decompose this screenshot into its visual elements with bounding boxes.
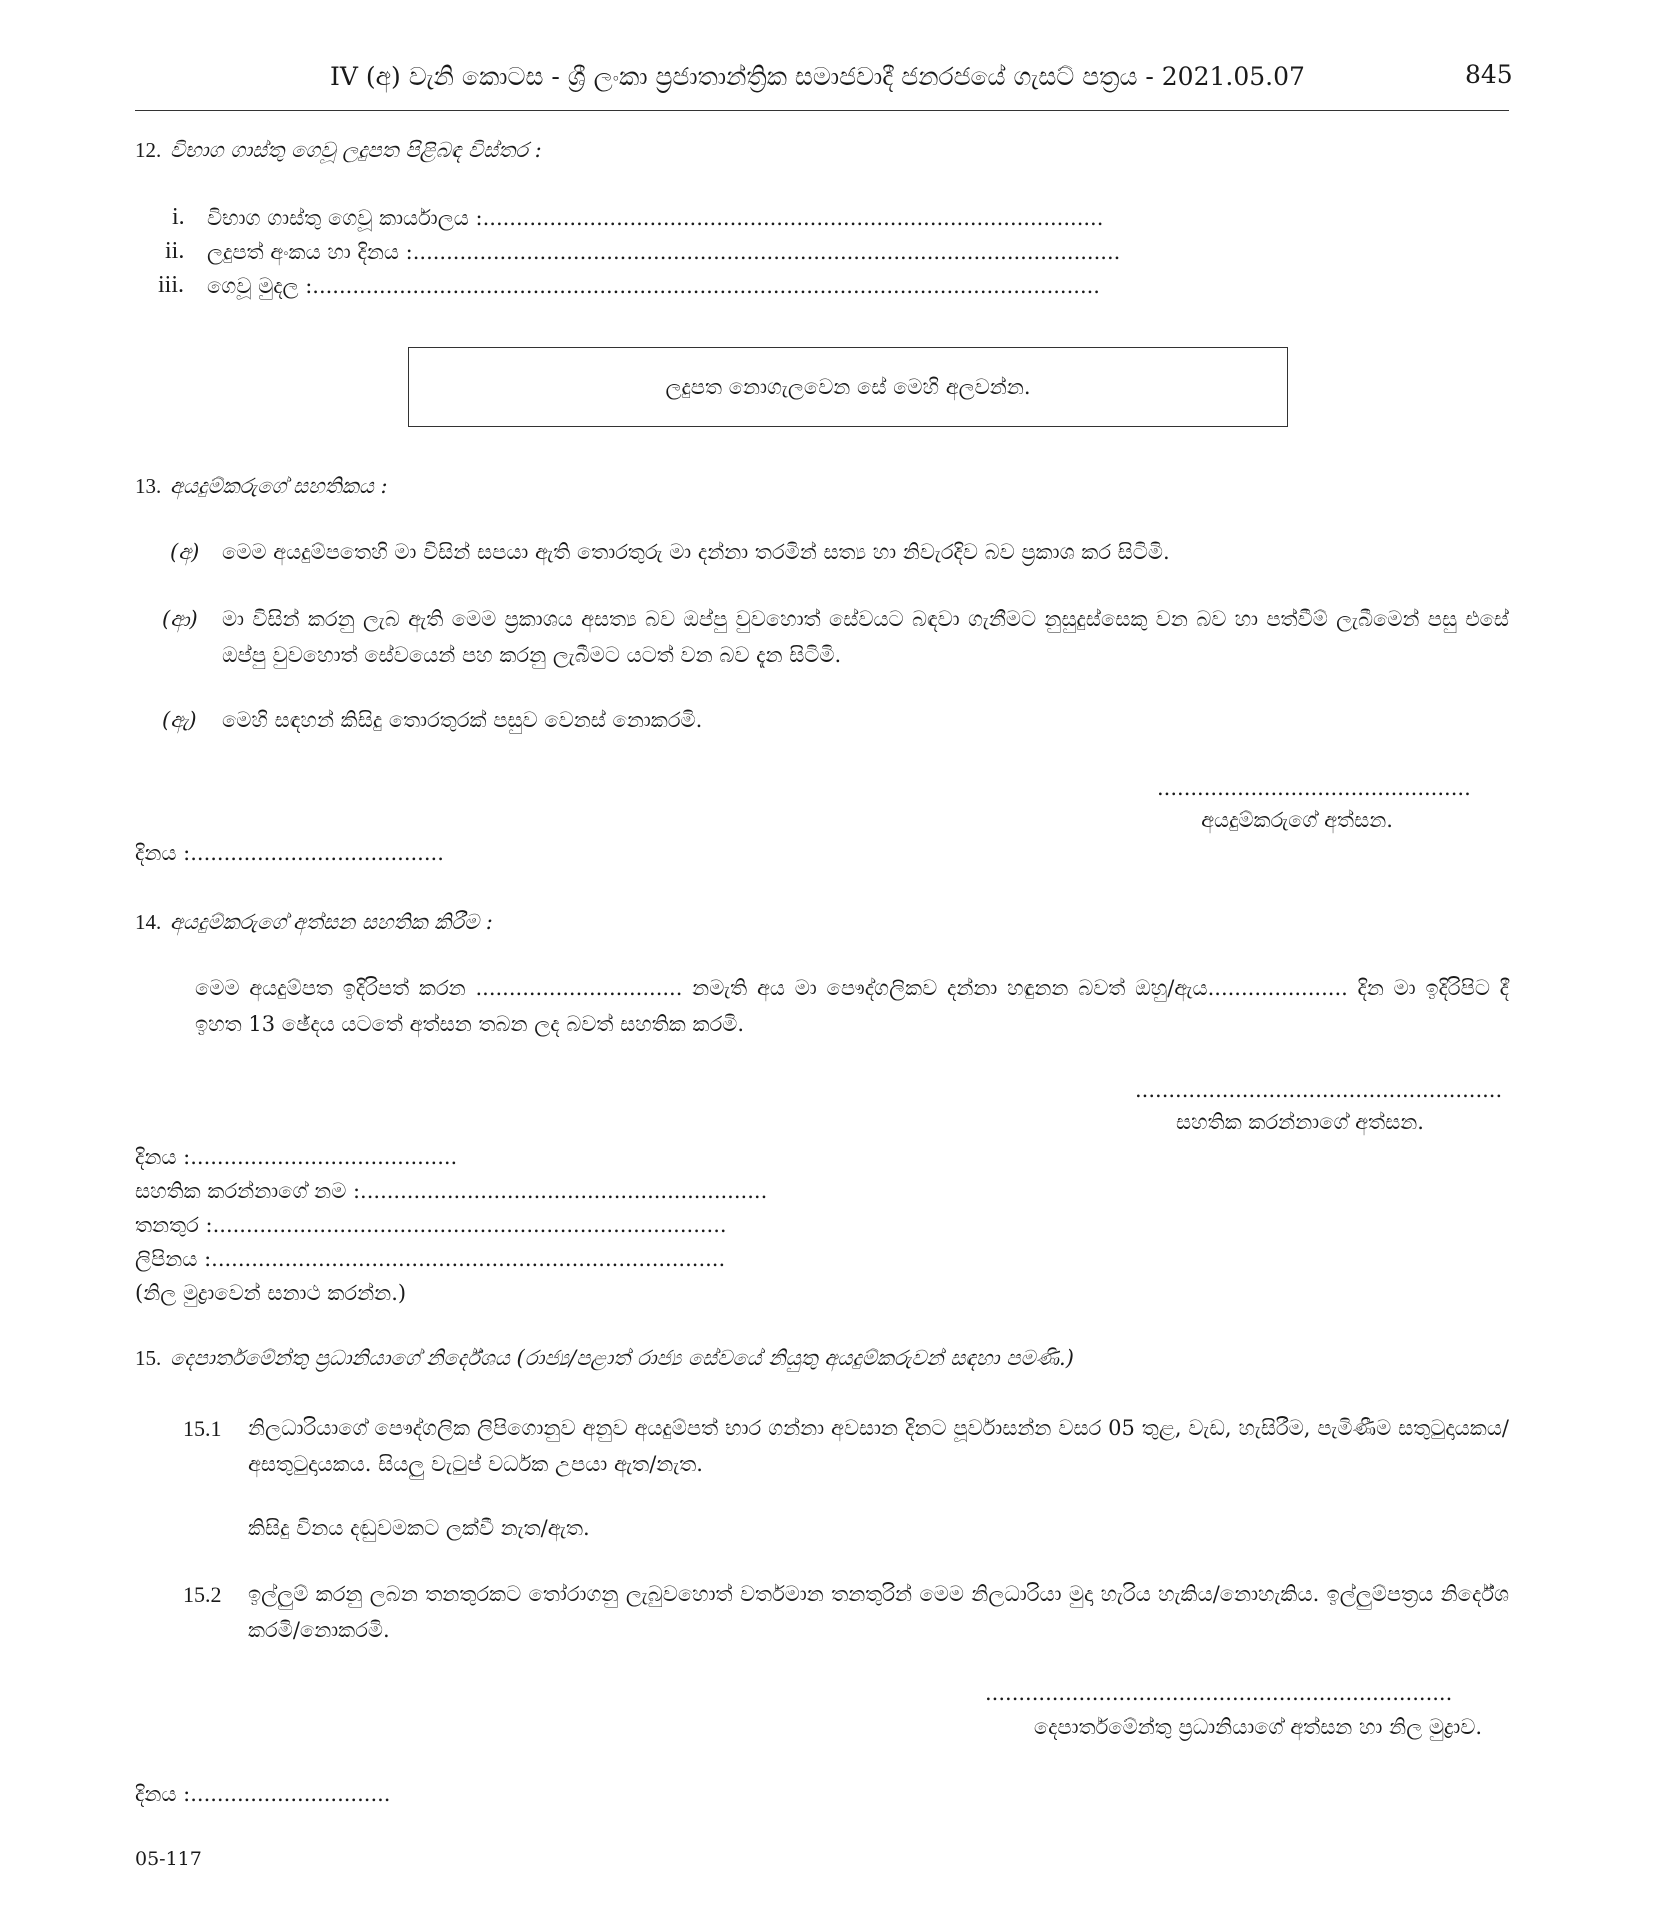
- declaration-text: මෙම අයදුම්පතෙහි මා විසින් සපයා ඇති තොරතුරු මා දන්නා තරමින් සත්‍ය හා නිවැරදිව බව ප්‍රකාශ කර සිටිමි.: [222, 540, 1170, 564]
- recommendation-text: නිලධාරියාගේ පෞද්ගලික ලිපිගොනුව අනුව අයදුම්පත් භාර ගන්නා අවසාන දිනට පූර්වාසන්න වසර 05 තුළ, වැඩ, හැසිරීම, පැමිණීම සතුටුදායකය/අසතුටුදායකය. සියලු වැටුප් වර්ධක උපයා ඇත/නැත.: [248, 1416, 1509, 1476]
- section-14-number: 14.: [135, 910, 162, 934]
- recommendation-number: 15.2: [183, 1582, 222, 1607]
- recommendation-text: ඉල්ලුම් කරනු ලබන තනතුරකට තෝරාගනු ලැබුවහොත් වර්තමාන තනතුරින් මෙම නිලධාරියා මුදා හැරිය හැකිය/නොහැකිය. ඉල්ලුම්පත්‍රය නිර්දේශ කරමි/නොකරමි.: [248, 1582, 1509, 1642]
- receipt-number-date-field: ලදුපත් අංකය හා දිනය :..........................................................................................................: [207, 240, 1121, 264]
- section-12-item-num: ii.: [165, 238, 185, 264]
- section-12-item-num: i.: [172, 204, 185, 230]
- section-13-heading: අයදුම්කරුගේ සහතිකය :: [170, 474, 388, 498]
- exam-fee-office-field: විභාග ගාස්තු ගෙවූ කාර්යාලය :.............................................................................................: [207, 206, 1104, 230]
- section-13-number: 13.: [135, 474, 162, 498]
- section-12-item-num: iii.: [158, 272, 185, 298]
- applicant-date-field: දිනය :......................................: [135, 841, 444, 865]
- declaration-text: මෙහි සඳහන් කිසිදු තොරතුරක් පසුව වෙනස් නොකරමි.: [222, 708, 703, 732]
- footer-code: 05-117: [135, 1848, 202, 1870]
- section-14-heading: අයදුම්කරුගේ අත්සන සහතික කිරීම :: [170, 910, 493, 934]
- receipt-paste-box: [408, 347, 1288, 427]
- applicant-signature-label: අයදුම්කරුගේ අත්සන.: [1201, 808, 1393, 832]
- attester-signature-line: .......................................................: [1135, 1078, 1503, 1102]
- head-of-department-signature-line: ......................................................................: [985, 1681, 1453, 1705]
- section-12-number: 12.: [135, 138, 162, 162]
- section-12-heading: විභාග ගාස්තු ගෙවූ ලදුපත පිළිබඳ විස්තර :: [170, 138, 542, 162]
- applicant-signature-line: ...............................................: [1157, 776, 1471, 800]
- section-15-heading: දෙපාර්තමේන්තු ප්‍රධානියාගේ නිර්දේශය (රාජ්‍ය/පළාත් රාජ්‍ය සේවයේ නියුතු අයදුම්කරුවන් සඳහා පමණි.): [170, 1346, 1074, 1370]
- head-of-department-signature-label: දෙපාර්තමේන්තු ප්‍රධානියාගේ අත්සන හා නිල මුද්‍රාව.: [1033, 1715, 1482, 1739]
- attester-address-field: ලිපිනය :.............................................................................: [135, 1247, 726, 1271]
- recommendation-number: 15.1: [183, 1416, 222, 1441]
- header-rule: [135, 110, 1509, 111]
- amount-paid-field: ගෙවූ මුදල :......................................................................................................................: [207, 274, 1100, 298]
- section-15-number: 15.: [135, 1346, 162, 1370]
- attester-date-field: දිනය :........................................: [135, 1145, 458, 1169]
- attestation-body: මෙම අයදුම්පත ඉදිරිපත් කරන ............................... නමැති අය මා පෞද්ගලිකව දන්නා හඳුනන බවත් ඔහු/ඇය..................... දින මා ඉදිරිපිට දී ඉහත 13 ඡේදය යටතේ අත්සන තබන ලද බවත් සහතික කරමි.: [195, 976, 1509, 1036]
- declaration-text: මා විසින් කරනු ලැබ ඇති මෙම ප්‍රකාශය අසත්‍ය බව ඔප්පු වුවහොත් සේවයට බඳවා ගැනීමට නුසුදුස්සෙකු වන බව හා පත්වීම් ලැබීමෙන් පසු එසේ ඔප්පු වුවහොත් සේවයෙන් පහ කරනු ලැබීමට යටත් වන බව දැන සිටිමි.: [222, 607, 1509, 667]
- attester-signature-label: සහතික කරන්නාගේ අත්සන.: [1176, 1110, 1424, 1134]
- gazette-header-title: IV (අ) වැනි කොටස - ශ්‍රී ලංකා ප්‍රජාතාන්ත්‍රික සමාජවාදී ජනරජයේ ගැසට් පත්‍රය - 2021.05.07: [330, 62, 1305, 91]
- declaration-label: (ආ): [162, 607, 198, 631]
- declaration-label: (ඇ): [162, 708, 197, 732]
- declaration-label: (අ): [170, 540, 200, 564]
- page-number: 845: [1465, 60, 1513, 89]
- attester-name-field: සහතික කරන්නාගේ නම :.............................................................: [135, 1179, 768, 1203]
- attester-designation-field: තනතුර :.............................................................................: [135, 1213, 727, 1237]
- disciplinary-statement: කිසිදු විනය දඬුවමකට ලක්වී නැත/ඇත.: [248, 1516, 590, 1540]
- receipt-paste-instruction: ලදුපත නොගැලවෙන සේ මෙහි අලවන්න.: [665, 374, 1031, 399]
- seal-note: (නිල මුද්‍රාවෙන් සනාථ කරන්න.): [135, 1281, 407, 1305]
- head-of-department-date-field: දිනය :..............................: [135, 1782, 391, 1806]
